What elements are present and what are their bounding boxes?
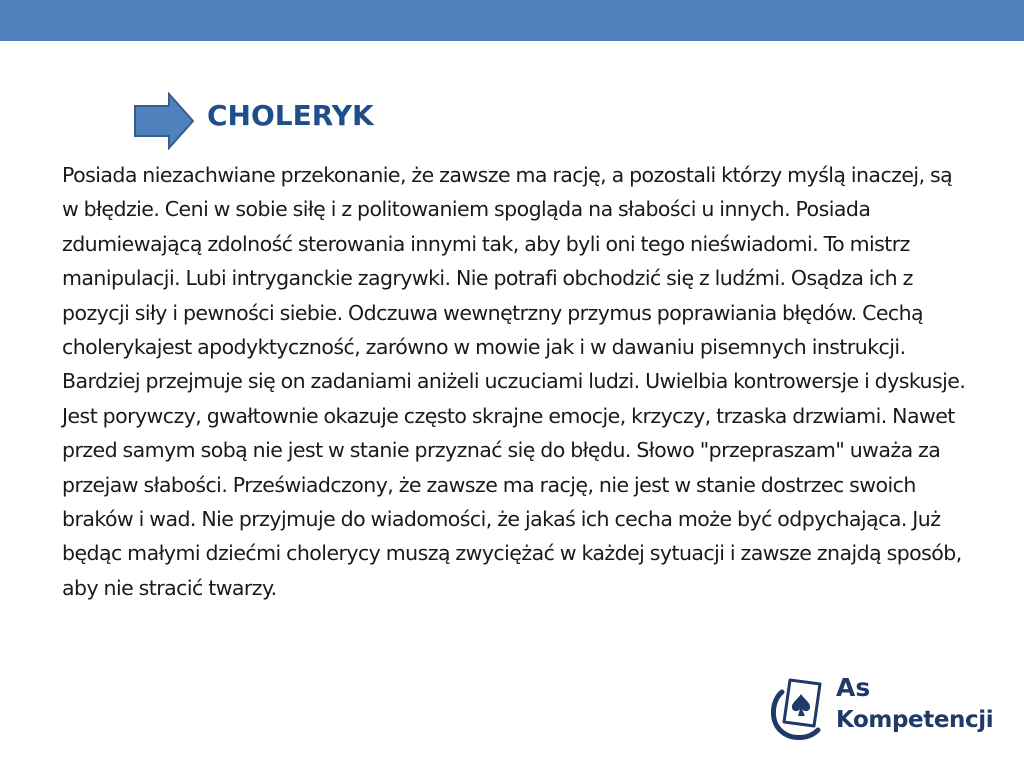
right-arrow-icon [133,92,195,150]
logo-line-1: As [836,673,871,702]
as-kompetencji-logo [768,670,998,748]
top-accent-bar [0,0,1024,41]
slide-title: CHOLERYK [207,99,374,132]
spade-card-icon [768,670,834,742]
slide-body-text: Posiada niezachwiane przekonanie, że zawsze ma rację, a pozostali którzy myślą inaczej, są w błędzie. Ceni w sobie siłę i z politowaniem spogląda na słabości u innych. Posiada zdumiewającą zdolność sterowania innymi tak, aby byli oni tego nieświadomi. To mistrz manipulacji. Lubi intryganckie zagrywki. Nie potrafi obchodzić się z ludźmi. Osądza ich z pozycji siły i pewności siebie. Odczuwa wewnętrzny przymus poprawiania błędów. Cechą cholerykajest apodyktyczność, zarówno w mowie jak i w dawaniu pisemnych instrukcji. Bardziej przejmuje się on zadaniami aniżeli uczuciami ludzi. Uwielbia kontrowersje i dyskusje. Jest porywczy, gwałtownie okazuje często skrajne emocje, krzyczy, trzaska drzwiami. Nawet przed samym sobą nie jest w stanie przyznać się do błędu. Słowo "przepraszam" uważa za przejaw słabości. Przeświadczony, że zawsze ma rację, nie jest w stanie dostrzec swoich braków i wad. Nie przyjmuje do wiadomości, że jakaś ich cecha może być odpychająca. Już będąc małymi dziećmi cholerycy muszą zwyciężać w każdej sytuacji i zawsze znajdą sposób, aby nie stracić twarzy. [62,163,966,600]
logo-wordmark [836,672,993,736]
logo-line-2: Kompetencji [836,707,994,733]
